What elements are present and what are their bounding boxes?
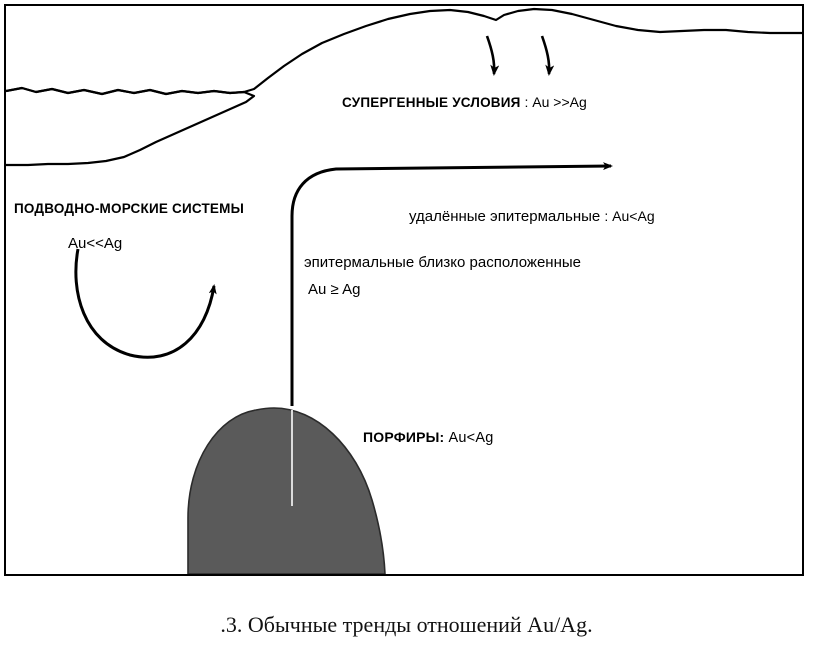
label-supergene-ratio: : Au >>Ag: [524, 94, 587, 110]
seafloor-line: [6, 88, 254, 165]
figure-frame: [4, 4, 804, 576]
label-distal-ratio: : Au<Ag: [604, 208, 655, 224]
label-submarine: ПОДВОДНО-МОРСКИЕ СИСТЕМЫ: [14, 201, 244, 216]
label-porphyry-text: ПОРФИРЫ:: [363, 429, 445, 445]
figure-caption: .3. Обычные тренды отношений Au/Ag.: [220, 612, 593, 637]
submarine-circulation-arrow: [76, 249, 214, 357]
label-supergene-text: СУПЕРГЕННЫЕ УСЛОВИЯ: [342, 95, 521, 110]
supergene-arrow-left: [487, 36, 494, 74]
supergene-arrow-right: [542, 36, 549, 74]
label-distal-epithermal: [409, 208, 655, 225]
label-submarine-ratio: Au<<Ag: [68, 235, 123, 252]
label-porphyry: [363, 429, 493, 447]
label-supergene: [342, 94, 587, 111]
label-distal-text: удалённые эпитермальные: [409, 208, 601, 225]
label-proximal-ratio: Au ≥ Ag: [308, 281, 361, 298]
cross-section-drawing: [6, 6, 802, 574]
label-porphyry-ratio: Au<Ag: [448, 430, 494, 446]
topography-line: [6, 9, 802, 94]
intrusion-body: [188, 408, 385, 574]
label-proximal-epithermal: эпитермальные близко расположенные: [304, 254, 581, 271]
